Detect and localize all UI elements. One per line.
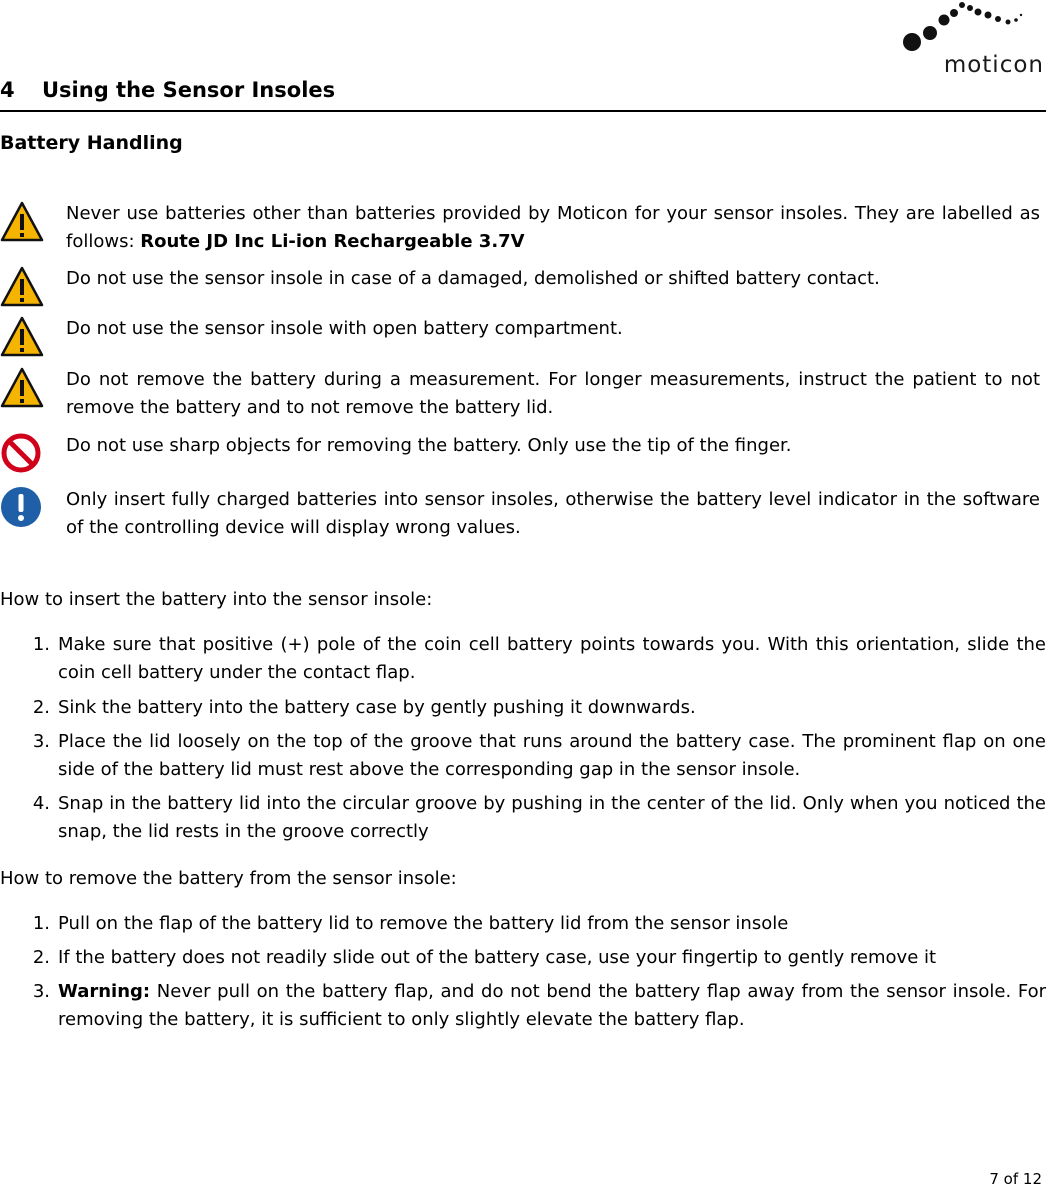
step-text: Place the lid loosely on the top of the groove that runs around the battery case. The prominent flap on one side of the battery lid must rest above the corresponding gap in the sensor insole.	[58, 731, 1046, 780]
step-number: 3.	[32, 981, 50, 1002]
section-number: 4	[0, 78, 15, 102]
step-text: Warning: Never pull on the battery flap, and do not bend the battery flap away from the sensor insole. For removing the battery, it is sufficient to only slightly elevate the battery flap.	[58, 981, 1046, 1030]
step-number: 2.	[32, 697, 50, 718]
step-number: 3.	[32, 731, 50, 752]
prohibited-icon	[0, 432, 44, 476]
page-number: 7 of 12	[989, 1170, 1042, 1188]
step-text: Make sure that positive (+) pole of the coin cell battery points towards you. With this orientation, slide the coin cell battery under the contact flap.	[58, 634, 1046, 683]
battery-handling-heading: Battery Handling	[0, 132, 183, 154]
battery-label: Route JD Inc Li-ion Rechargeable 3.7V	[140, 231, 525, 252]
warning-text: Do not use the sensor insole in case of a damaged, demolished or shifted battery contact.	[66, 268, 880, 289]
section-header	[0, 76, 1046, 112]
warning-text: Never use batteries other than batteries provided by Moticon for your sensor insoles. They are labelled as follows: Route JD Inc Li-ion Rechargeable 3.7V	[66, 203, 1040, 252]
remove-intro: How to remove the battery from the sensor insole:	[0, 868, 457, 889]
section-title: Using the Sensor Insoles	[42, 78, 336, 102]
logo-wordmark: moticon	[943, 52, 1044, 78]
moticon-logo	[898, 0, 1046, 82]
warning-text: Do not use sharp objects for removing the battery. Only use the tip of the finger.	[66, 435, 792, 456]
warning-triangle-icon	[0, 200, 44, 244]
insert-intro: How to insert the battery into the sensor insole:	[0, 589, 433, 610]
step-number: 2.	[32, 947, 50, 968]
step-text: Pull on the flap of the battery lid to remove the battery lid from the sensor insole	[58, 913, 789, 934]
warning-text: Do not remove the battery during a measurement. For longer measurements, instruct the patient to not remove the battery and to not remove the battery lid.	[66, 369, 1040, 418]
warning-triangle-icon	[0, 315, 44, 359]
step-number: 4.	[32, 793, 50, 814]
step-text: Snap in the battery lid into the circular groove by pushing in the center of the lid. Only when you noticed the snap, the lid rests in the groove correctly	[58, 793, 1046, 842]
info-exclamation-icon	[0, 486, 44, 530]
step-text: If the battery does not readily slide out of the battery case, use your fingertip to gently remove it	[58, 947, 937, 968]
warning-label: Warning:	[58, 981, 151, 1002]
warning-text: Do not use the sensor insole with open battery compartment.	[66, 318, 623, 339]
warning-text: Only insert fully charged batteries into sensor insoles, otherwise the battery level indicator in the software of the controlling device will display wrong values.	[66, 489, 1040, 538]
step-number: 1.	[32, 913, 50, 934]
step-number: 1.	[32, 634, 50, 655]
warning-triangle-icon	[0, 366, 44, 410]
warning-triangle-icon	[0, 265, 44, 309]
step-text: Sink the battery into the battery case by gently pushing it downwards.	[58, 697, 696, 718]
